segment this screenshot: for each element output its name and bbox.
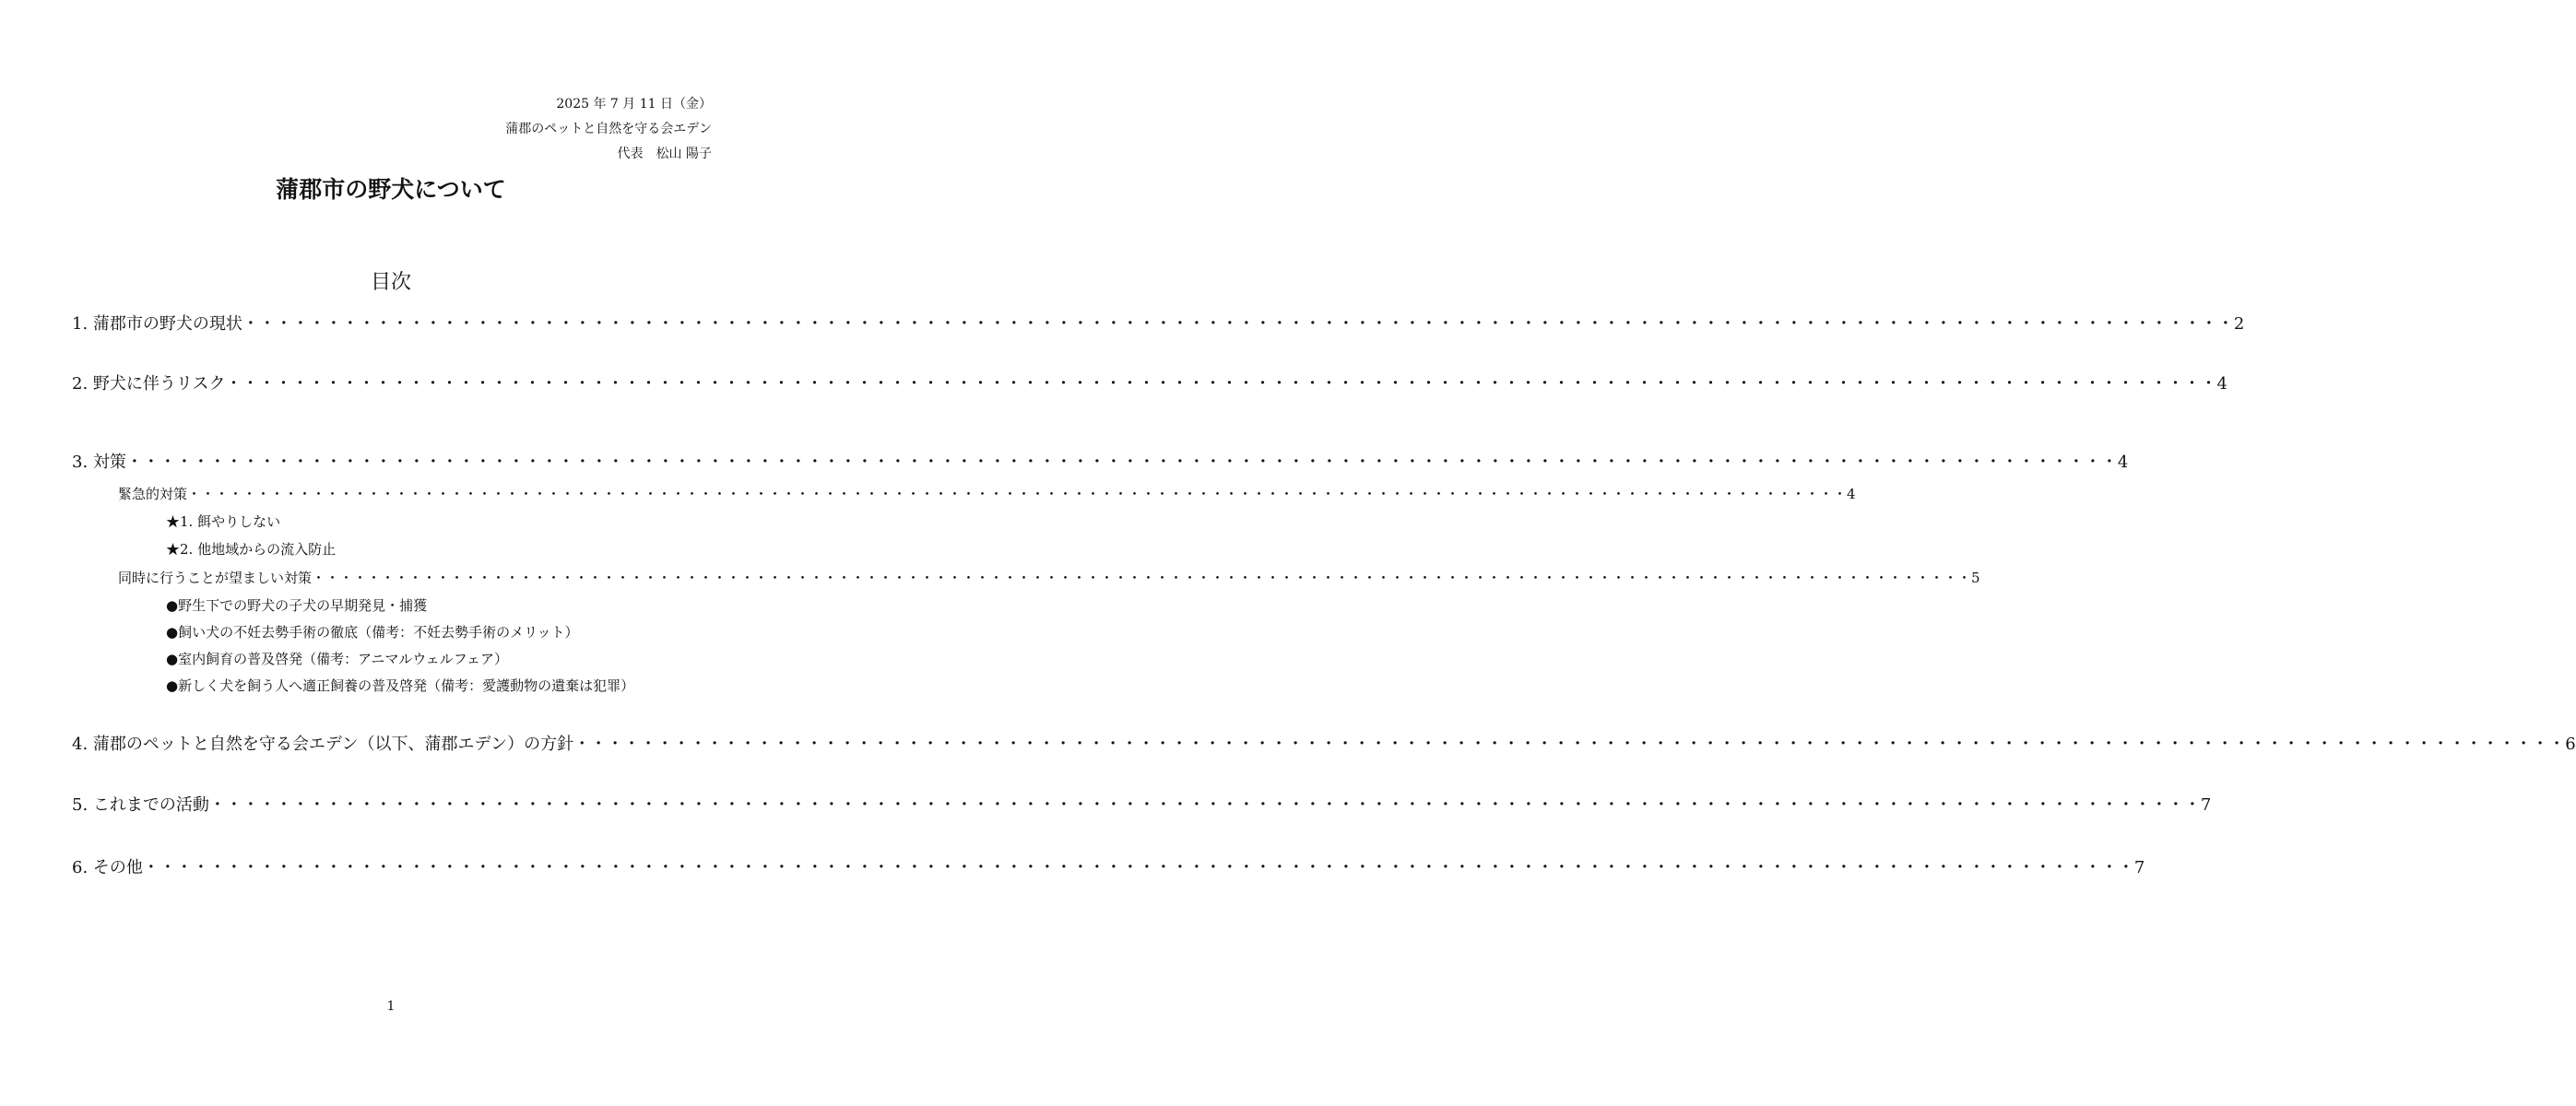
toc-entry-label: 5. これまでの活動 — [72, 795, 209, 815]
toc-entry-page: 4 — [1847, 486, 1856, 502]
document-date: 2025 年 7 月 11 日（金） — [556, 97, 712, 112]
toc-heading: 目次 — [370, 271, 411, 294]
toc-item-no-feeding: ★1. 餌やりしない — [166, 513, 281, 530]
toc-leader-dots: ・・・・・・・・・・・・・・・・・・・・・・・・・・・・・・・・・・・・・・・・・・・・・・・・・・・・・・・・・・・・・・・・・・・・・・・・・・・・・・・・・・・・・・・・・・・・・・・・・・・・・・・・・・・・・・・・・・・・・・・・ — [125, 453, 2118, 472]
toc-entry-page: 7 — [2133, 858, 2145, 877]
toc-entry-page: 6 — [2565, 735, 2576, 754]
toc-entry-label: 3. 対策 — [72, 453, 126, 472]
toc-entry-countermeasures — [72, 452, 2129, 474]
toc-entry-eden-policy — [72, 734, 2576, 756]
toc-item-proper-care: ●新しく犬を飼う人へ適正飼養の普及啓発（備考：愛護動物の遺棄は犯罪） — [166, 677, 635, 694]
toc-entry-page: 2 — [2233, 314, 2245, 334]
toc-leader-dots: ・・・・・・・・・・・・・・・・・・・・・・・・・・・・・・・・・・・・・・・・・・・・・・・・・・・・・・・・・・・・・・・・・・・・・・・・・・・・・・・・・・・・・・・・・・・・・・・・・・・・・・・・・・・・・・・・・・・・・・・・ — [208, 795, 2201, 815]
toc-leader-dots: ・・・・・・・・・・・・・・・・・・・・・・・・・・・・・・・・・・・・・・・・・・・・・・・・・・・・・・・・・・・・・・・・・・・・・・・・・・・・・・・・・・・・・・・・・・・・・・・・・・・・・・・・・・・・・・・・・・・・・・・・ — [242, 314, 2234, 334]
toc-entry-label: 緊急的対策 — [118, 486, 188, 502]
toc-entry-label: 4. 蒲郡のペットと自然を守る会エデン（以下、蒲郡エデン）の方針 — [72, 735, 574, 754]
toc-item-early-capture: ●野生下での野犬の子犬の早期発見・捕獲 — [166, 597, 428, 614]
toc-entry-current-status — [72, 313, 2245, 335]
toc-entry-page: 7 — [2200, 795, 2212, 815]
representative-name: 代表 松山 陽子 — [617, 147, 712, 161]
toc-entry-page: 4 — [2117, 453, 2129, 472]
toc-item-neutering: ●飼い犬の不妊去勢手術の徹底（備考：不妊去勢手術のメリット） — [166, 624, 579, 641]
toc-entry-concurrent-measures — [118, 569, 1980, 587]
toc-entry-activities — [72, 794, 2212, 817]
toc-entry-label: 1. 蒲郡市の野犬の現状 — [72, 314, 242, 334]
toc-entry-page: 5 — [1971, 570, 1980, 586]
toc-entry-page: 4 — [2216, 374, 2227, 394]
toc-leader-dots: ・・・・・・・・・・・・・・・・・・・・・・・・・・・・・・・・・・・・・・・・・・・・・・・・・・・・・・・・・・・・・・・・・・・・・・・・・・・・・・・・・・・・・・・・・・・・・・・・・・・・・・・・・・・・・・・・・・・・・・・・ — [142, 858, 2134, 877]
toc-leader-dots: ・・・・・・・・・・・・・・・・・・・・・・・・・・・・・・・・・・・・・・・・・・・・・・・・・・・・・・・・・・・・・・・・・・・・・・・・・・・・・・・・・・・・・・・・・・・・・・・・・・・・・・・・・・・・・・・・・・・・・・・・ — [225, 374, 2217, 394]
toc-item-indoor-keeping: ●室内飼育の普及啓発（備考：アニマルウェルフェア） — [166, 651, 508, 667]
toc-item-inflow-prevention: ★2. 他地域からの流入防止 — [166, 541, 337, 558]
toc-entry-label: 同時に行うことが望ましい対策 — [118, 570, 313, 586]
toc-entry-label: 6. その他 — [72, 858, 143, 877]
document-title: 蒲郡市の野犬について — [276, 176, 506, 203]
toc-entry-urgent-measures — [118, 485, 1856, 503]
page-number: 1 — [386, 999, 396, 1014]
toc-leader-dots: ・・・・・・・・・・・・・・・・・・・・・・・・・・・・・・・・・・・・・・・・・・・・・・・・・・・・・・・・・・・・・・・・・・・・・・・・・・・・・・・・・・・・・・・・・・・・・・・・・・・・・・・・・・・・・・・・・・・・・・・・ — [187, 486, 1848, 502]
organization-name: 蒲郡のペットと自然を守る会エデン — [505, 122, 712, 136]
toc-leader-dots: ・・・・・・・・・・・・・・・・・・・・・・・・・・・・・・・・・・・・・・・・・・・・・・・・・・・・・・・・・・・・・・・・・・・・・・・・・・・・・・・・・・・・・・・・・・・・・・・・・・・・・・・・・・・・・・・・・・・・・・・・ — [573, 735, 2566, 754]
toc-entry-other — [72, 857, 2145, 879]
toc-leader-dots: ・・・・・・・・・・・・・・・・・・・・・・・・・・・・・・・・・・・・・・・・・・・・・・・・・・・・・・・・・・・・・・・・・・・・・・・・・・・・・・・・・・・・・・・・・・・・・・・・・・・・・・・・・・・・・・・・・・・・・・・・ — [312, 570, 1972, 586]
toc-entry-risks — [72, 373, 2227, 395]
toc-entry-label: 2. 野犬に伴うリスク — [72, 374, 226, 394]
